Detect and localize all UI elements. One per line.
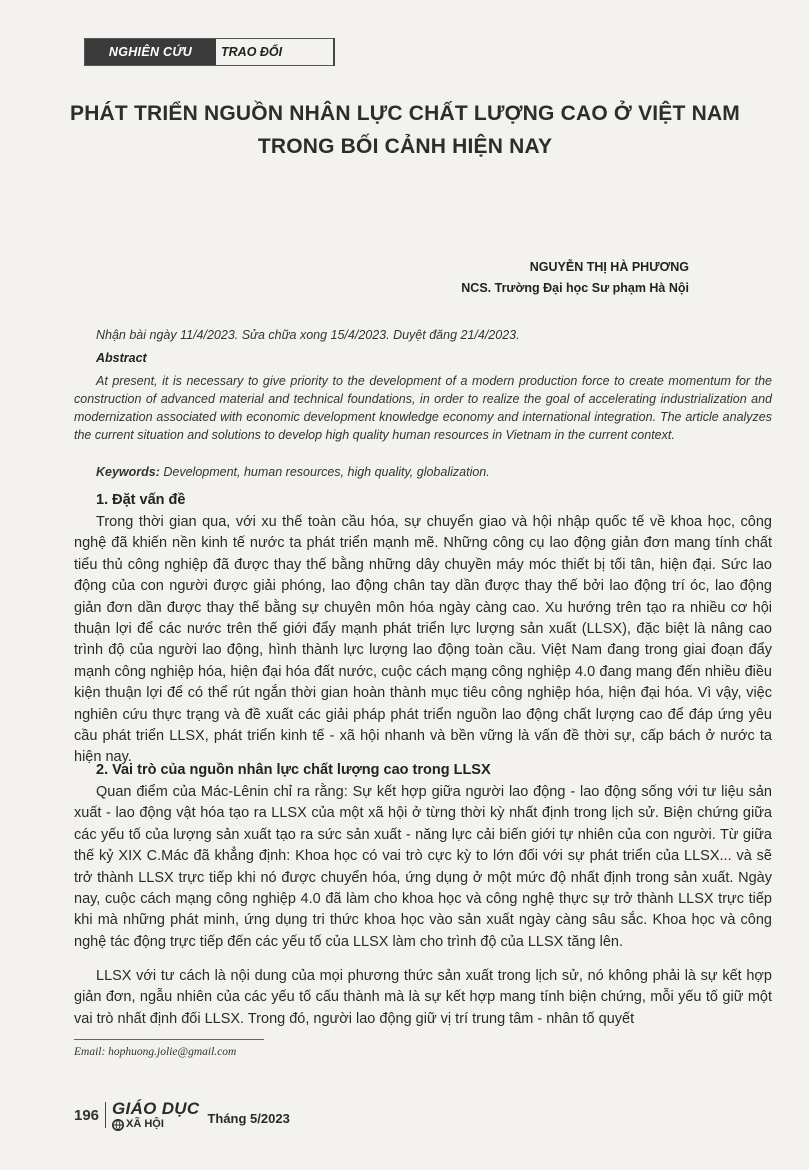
section-tag-secondary: TRAO ĐỔI (216, 39, 333, 65)
footnote-divider (74, 1039, 264, 1040)
journal-logo-top: GIÁO DỤC (112, 1098, 200, 1118)
page-number: 196 (74, 1106, 100, 1124)
submission-dates: Nhận bài ngày 11/4/2023. Sửa chữa xong 15/4/2023. Duyệt đăng 21/4/2023. (96, 328, 520, 342)
keywords-text: Development, human resources, high quality, globalization. (159, 465, 490, 479)
article-title-line2: TRONG BỐI CẢNH HIỆN NAY (257, 135, 553, 158)
section-tag (84, 38, 335, 66)
author-name: NGUYỄN THỊ HÀ PHƯƠNG (529, 260, 689, 274)
author-email: Email: hophuong.jolie@gmail.com (74, 1046, 237, 1058)
globe-icon (112, 1119, 124, 1131)
section2-paragraph-1: Quan điểm của Mác-Lênin chỉ ra rằng: Sự kết hợp giữa người lao động - lao động sống với tư liệu sản xuất - lao động vật hóa tạo ra LLSX của một xã hội ở từng thời kỳ nhất định trong lịch sử. Biện chứng giữa các yếu tố của lượng sản xuất tạo ra sức sản xuất - năng lực cải biến giới tự nhiên của con người. Từ giữa thế kỷ XIX C.Mác đã khẳng định: Khoa học có vai trò cực kỳ to lớn đối với sự phát triển của LLSX... và sẽ trở thành LLSX trực tiếp khi nó được chuyển hóa, ứng dụng ở một mức độ nhất định trong sản xuất. Ngày nay, cuộc cách mạng công nghiệp 4.0 đã làm cho khoa học và công nghệ thực sự trở thành LLSX trực tiếp khi mà những phát minh, ứng dụng tri thức khoa học vào sản xuất ngày càng sâu sắc. Khoa học và công nghệ tác động trực tiếp đến các yếu tố của LLSX làm cho trình độ của LLSX tăng lên. (74, 784, 772, 950)
author-affiliation: NCS. Trường Đại học Sư phạm Hà Nội (461, 281, 689, 295)
section2-heading: 2. Vai trò của nguồn nhân lực chất lượng cao trong LLSX (96, 762, 491, 778)
abstract-heading: Abstract (96, 351, 147, 365)
journal-logo (112, 1100, 199, 1131)
abstract-text: At present, it is necessary to give priority to the development of a modern production force to create momentum for the construction of advanced material and technical foundations, in order to realize the goal of accelerating industrialization and modernization associated with economic development knowledge economy and international integration. The article analyzes the current situation and solutions to develop high quality human resources in Vietnam in the current context. (74, 374, 772, 442)
section-tag-primary: NGHIÊN CỨU (85, 39, 216, 65)
page-footer (74, 1098, 290, 1132)
section1-heading: 1. Đặt vấn đề (96, 492, 186, 508)
section2-paragraph-2: LLSX với tư cách là nội dung của mọi phương thức sản xuất trong lịch sử, nó không phải là sự kết hợp giản đơn, ngẫu nhiên của các yếu tố cấu thành mà là sự kết hợp mang tính biện chứng, mỗi yếu tố giữ một vai trò nhất định đối LLSX. Trong đó, người lao động giữ vị trí trung tâm - nhân tố quyết (74, 968, 772, 1027)
keywords (96, 465, 490, 479)
section1-paragraph: Trong thời gian qua, với xu thế toàn cầu hóa, sự chuyển giao và hội nhập quốc tế về khoa học, công nghệ đã khiến nền kinh tế nước ta phát triển mạnh mẽ. Những công cụ lao động giản đơn mang tính chất tiểu thủ công nghiệp đã được thay thế bằng những dây chuyền máy móc thiết bị tối tân, hiện đại. Sức lao động của con người được giải phóng, lao động chân tay dần được thay thế bởi lao động trí óc, lao động giản đơn dần được thay thế bằng sự chuyên môn hóa ngày càng cao. Xu hướng trên tạo ra nhiều cơ hội thuận lợi để các nước trên thế giới đẩy mạnh phát triển lực lượng sản xuất (LLSX), đặc biệt là nâng cao trình độ của người lao động, hình thành lực lượng lao động toàn cầu. Việt Nam đang trong giai đoạn đẩy mạnh công nghiệp hóa, hiện đại hóa đất nước, cuộc cách mạng công nghiệp 4.0 đang mang đến nhiều điều kiện thuận lợi để có thể rút ngắn thời gian hoàn thành mục tiêu công nghiệp hóa, hiện đại hóa. Vì vậy, việc nghiên cứu thực trạng và đề xuất các giải pháp phát triển nguồn lao động chất lượng cao để đáp ứng yêu cầu phát triển LLSX, phát triển kinh tế - xã hội nhanh và bền vững là vấn đề thời sự, cấp bách ở nước ta hiện nay. (74, 514, 772, 766)
footer-divider (105, 1102, 106, 1128)
keywords-label: Keywords: (96, 465, 160, 479)
author-block (461, 257, 689, 299)
journal-logo-bottom: XÃ HỘI (126, 1118, 164, 1130)
article-title (40, 97, 770, 163)
issue-date: Tháng 5/2023 (207, 1110, 290, 1126)
article-title-line1: PHÁT TRIỂN NGUỒN NHÂN LỰC CHẤT LƯỢNG CAO Ở VIỆT NAM (69, 102, 741, 125)
